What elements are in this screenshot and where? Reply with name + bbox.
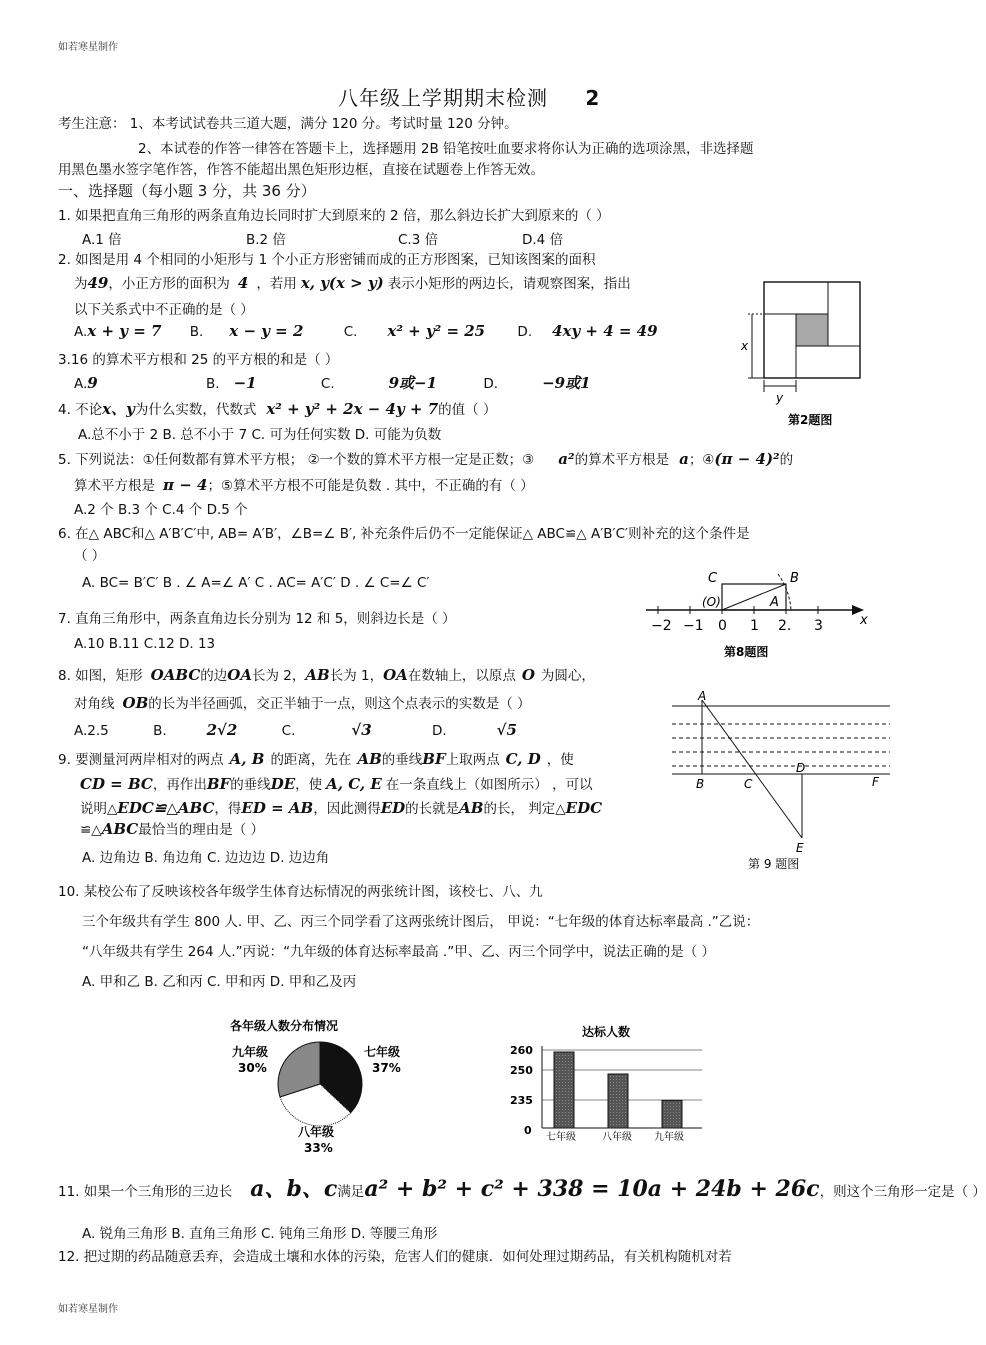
pie-pct-g9: 30% xyxy=(238,1061,267,1075)
q9-t6: ，再作出 xyxy=(152,777,207,793)
bar-tick-235: 235 xyxy=(510,1094,533,1107)
q8-t2: 的边 xyxy=(200,668,228,684)
q9-t14: 的长， 判定△ xyxy=(483,801,566,817)
q11-t3: ，则这个三角形一定是（ ） xyxy=(819,1184,986,1200)
fig9-river-diagram xyxy=(668,690,896,876)
q8-m-o: O xyxy=(521,666,535,684)
section-heading: 一、选择题（每小题 3 分，共 36 分） xyxy=(58,182,316,200)
fig8-label-c: C xyxy=(708,571,718,586)
q3-opt-c: C. xyxy=(320,376,335,392)
fig8-tick-neg1: −1 xyxy=(683,618,704,634)
q5-m-a2: a² xyxy=(558,450,575,468)
q4-t1: 4. 不论 xyxy=(58,402,103,418)
q3-opt-d-expr: −9或1 xyxy=(542,374,591,392)
q5-t6: ；⑤算术平方根不可能是负数 . 其中，不正确的有（ ） xyxy=(207,478,534,494)
q5-t4: 的 xyxy=(779,452,794,468)
q2-opt-b: B. xyxy=(189,324,204,340)
q6-line-1: 6. 在△ ABC和△ A′B′C′中, AB= A′B′，∠B=∠ B′, 补充条件后仍不一定能保证△ ABC≌△ A′B′C′则补充的这个条件是 xyxy=(58,526,750,542)
q12-line-1: 12. 把过期的药品随意丢弃，会造成土壤和水体的污染，危害人们的健康．如何处理过期药品，有关机构随机对若 xyxy=(58,1249,732,1265)
q10-line-2: 三个年级共有学生 800 人. 甲、乙、丙三个同学看了这两张统计图后， 甲说：“七年级的体育达标率最高 .”乙说： xyxy=(82,914,760,930)
q5-options: A.2 个 B.3 个 C.4 个 D.5 个 xyxy=(74,502,248,518)
q4-options: A.总不小于 2 B. 总不小于 7 C. 可为任何实数 D. 可能为负数 xyxy=(78,427,442,443)
q2-t2: ，小正方形的面积为 xyxy=(108,276,230,292)
bar-chart xyxy=(508,1022,708,1146)
q6-options: A. BC= B′C′ B . ∠ A=∠ A′ C . AC= A′C′ D . ∠ C=∠ C′ xyxy=(82,575,430,591)
fig8-number-line xyxy=(642,566,878,662)
fig9-label-c: C xyxy=(744,777,753,791)
q5-line-2 xyxy=(74,474,534,494)
q7-options: A.10 B.11 C.12 D. 13 xyxy=(74,636,216,652)
q8-opt-c-expr: √3 xyxy=(351,721,372,739)
q9-t4: 上取两点 xyxy=(445,752,500,768)
q8-t1: 8. 如图，矩形 xyxy=(58,668,143,684)
q8-t6: 为圆心， xyxy=(540,668,595,684)
q2-opt-c-expr: x² + y² = 25 xyxy=(387,322,486,340)
q10-line-3: “八年级共有学生 264 人.”丙说：“九年级的体育达标率最高 .”甲、乙、丙三个同学中，说法正确的是（ ） xyxy=(82,944,715,960)
q9-t16: 最恰当的理由是（ ） xyxy=(138,822,265,838)
q8-t8: 的长为半径画弧，交正半轴于一点，则这个点表示的实数是（ ） xyxy=(148,696,531,712)
q2-m-xy: x, y(x > y) xyxy=(300,274,384,292)
q11-t1: 11. 如果一个三角形的三边长 xyxy=(58,1184,233,1200)
q4-m-xy: x、y xyxy=(102,400,135,418)
q9-t7: 的垂线 xyxy=(230,777,271,793)
bar-cat-g9: 九年级 xyxy=(654,1132,684,1143)
q9-t12: ，因此测得 xyxy=(313,801,381,817)
q10-options: A. 甲和乙 B. 乙和丙 C. 甲和丙 D. 甲和乙及丙 xyxy=(82,974,357,990)
bar-tick-0: 0 xyxy=(524,1124,532,1137)
q4-m-expr: x² + y² + 2x − 4y + 7 xyxy=(266,400,439,418)
q9-m-abc: ABC xyxy=(101,820,139,838)
q5-t2: 的算术平方根是 xyxy=(574,452,670,468)
q2-opt-c: C. xyxy=(343,324,358,340)
fig2-square-pattern xyxy=(738,278,870,430)
q2-opt-d: D. xyxy=(517,324,533,340)
q8-opt-d-expr: √5 xyxy=(496,721,517,739)
q1-opt-d: D.4 倍 xyxy=(522,232,564,248)
fig8-label-b: B xyxy=(790,571,799,586)
q9-line-4 xyxy=(80,818,264,838)
q1-opt-a: A.1 倍 xyxy=(82,232,122,248)
q9-m-ab: A, B xyxy=(229,750,265,768)
q2-t3: ，若用 xyxy=(256,276,297,292)
q2-options xyxy=(74,322,658,340)
q2-line-1: 2. 如图是用 4 个相同的小矩形与 1 个小正方形密铺而成的正方形图案，已知该图案的面积 xyxy=(58,252,596,268)
q6-line-2: （ ） xyxy=(74,548,106,564)
q11-m-expr: a² + b² + c² + 338 = 10a + 24b + 26c xyxy=(364,1176,820,1202)
q9-t9: 在一条直线上（如图所示） ，可以 xyxy=(385,777,593,793)
fig9-label-f: F xyxy=(872,775,879,789)
q9-m-ab2: AB xyxy=(357,750,382,768)
q9-t2: 的距离，先在 xyxy=(270,752,352,768)
q3-opt-b: B. xyxy=(206,376,220,392)
fig8-tick-2: 2. xyxy=(778,618,792,634)
q2-opt-a: A. xyxy=(74,324,88,340)
pie-pct-g8: 33% xyxy=(304,1141,333,1155)
fig8-tick-3: 3 xyxy=(814,618,823,634)
q5-m-a: a xyxy=(679,450,689,468)
q8-options xyxy=(74,721,517,739)
bar-cat-g7: 七年级 xyxy=(546,1132,576,1143)
page-footer: 如若寒星制作 xyxy=(58,1304,118,1315)
bar-1 xyxy=(608,1074,628,1128)
q2-t1: 为 xyxy=(74,276,88,292)
q2-line-2 xyxy=(74,272,631,292)
q8-m-ob: OB xyxy=(122,694,149,712)
q9-m-edc: EDC≌△ABC xyxy=(117,799,215,817)
q9-m-edc2: EDC xyxy=(565,799,603,817)
q9-t11: ，得 xyxy=(214,801,242,817)
q8-t3: 长为 2， xyxy=(252,668,306,684)
q9-t5: ，使 xyxy=(546,752,574,768)
q9-t10: 说明△ xyxy=(80,801,118,817)
pie-label-g8: 八年级 xyxy=(298,1125,335,1139)
q4-stem xyxy=(58,398,496,419)
q5-t3: ；④ xyxy=(688,452,715,468)
bar-cat-g8: 八年级 xyxy=(602,1132,632,1143)
fig8-caption: 第8题图 xyxy=(724,645,769,659)
fig9-label-e: E xyxy=(796,841,804,855)
q1-opt-c: C.3 倍 xyxy=(398,232,439,248)
fig9-label-d: D xyxy=(796,761,806,775)
bar-2 xyxy=(662,1100,682,1128)
bar-0 xyxy=(554,1052,574,1128)
q9-line-2 xyxy=(80,773,593,793)
pie-label-g7: 七年级 xyxy=(364,1045,401,1059)
q8-opt-a: A.2.5 xyxy=(74,723,109,739)
q9-line-1 xyxy=(58,748,574,768)
q9-t8: ，使 xyxy=(295,777,323,793)
q1-opt-b: B.2 倍 xyxy=(246,232,286,248)
q5-t1: 5. 下列说法：①任何数都有算术平方根； ②一个数的算术平方根一定是正数；③ xyxy=(58,452,535,468)
q4-t3: 的值（ ） xyxy=(438,402,497,418)
q9-t13: 的长就是 xyxy=(405,801,460,817)
q11-stem xyxy=(58,1172,986,1203)
q9-line-3 xyxy=(80,797,602,817)
q9-m-cd: C, D xyxy=(505,750,541,768)
q3-opt-a: A. xyxy=(74,376,88,392)
page-title-text: 八年级上学期期末检测 xyxy=(338,86,548,110)
q2-m-49: 49 xyxy=(87,274,109,292)
q9-t3: 的垂线 xyxy=(381,752,423,768)
fig9-label-b: B xyxy=(696,777,705,791)
q3-opt-d: D. xyxy=(483,376,499,392)
q10-line-1: 10. 某校公布了反映该校各年级学生体育达标情况的两张统计图，该校七、八、九 xyxy=(58,884,543,900)
q3-stem: 3.16 的算术平方根和 25 的平方根的和是（ ） xyxy=(58,352,339,368)
notes-line-3: 用黑色墨水签字笔作答，作答不能超出黑色矩形边框，直接在试题卷上作答无效。 xyxy=(58,162,544,178)
q5-line-1 xyxy=(58,448,793,468)
fig8-tick-1: 1 xyxy=(750,618,759,634)
q8-line-2 xyxy=(74,692,531,712)
q5-m-pi2: π − 4 xyxy=(163,476,208,494)
page-title xyxy=(338,82,600,111)
q8-m-oa2: OA xyxy=(383,666,408,684)
pie-label-g9: 九年级 xyxy=(232,1045,269,1059)
q9-t15: ≌△ xyxy=(80,822,102,838)
fig2-caption: 第2题图 xyxy=(788,413,833,427)
q8-t7: 对角线 xyxy=(74,696,115,712)
notes-line-1: 考生注意： 1、本考试试卷共三道大题，满分 120 分。考试时量 120 分钟。 xyxy=(58,116,518,132)
notes-line-2: 2、本试卷的作答一律答在答题卡上，选择题用 2B 铅笔按吐血要求将你认为正确的选项涂黑，非选择题 xyxy=(138,141,754,157)
q11-options: A. 锐角三角形 B. 直角三角形 C. 钝角三角形 D. 等腰三角形 xyxy=(82,1226,438,1242)
q8-opt-b: B. xyxy=(153,723,167,739)
page-header: 如若寒星制作 xyxy=(58,42,118,53)
page-title-number: 2 xyxy=(585,86,601,110)
fig2-y-label: y xyxy=(776,391,784,405)
q5-t5: 算术平方根是 xyxy=(74,478,155,494)
fig8-tick-neg2: −2 xyxy=(651,618,672,634)
pie-title: 各年级人数分布情况 xyxy=(230,1019,339,1033)
q8-t5: 在数轴上，以原点 xyxy=(407,668,516,684)
q8-t4: 长为 1， xyxy=(329,668,384,684)
fig8-x-label: x xyxy=(860,613,868,628)
q8-opt-b-expr: 2√2 xyxy=(206,721,238,739)
bar-tick-250: 250 xyxy=(510,1064,533,1077)
q2-line-3: 以下关系式中不正确的是（ ） xyxy=(74,302,254,318)
q9-m-ab3: AB xyxy=(459,799,484,817)
q2-t4: 表示小矩形的两边长，请观察图案，指出 xyxy=(387,276,631,292)
fig8-label-o: (O) xyxy=(702,595,721,609)
fig9-caption: 第 9 题图 xyxy=(748,857,800,871)
q8-m-oabc: OABC xyxy=(150,666,201,684)
q8-opt-c: C. xyxy=(281,723,296,739)
q9-options: A. 边角边 B. 角边角 C. 边边边 D. 边边角 xyxy=(82,850,330,866)
bar-tick-260: 260 xyxy=(510,1044,533,1057)
fig8-label-a: A xyxy=(770,595,779,610)
q3-options xyxy=(74,372,591,393)
q9-m-ace: A, C, E xyxy=(326,775,382,793)
q3-opt-c-expr: 9或−1 xyxy=(388,374,438,392)
q11-t2: 满足 xyxy=(337,1184,365,1200)
q8-opt-d: D. xyxy=(431,723,447,739)
q7-stem: 7. 直角三角形中，两条直角边长分别为 12 和 5，则斜边长是（ ） xyxy=(58,611,456,627)
q5-m-pi: (π − 4)² xyxy=(714,450,780,468)
q9-t1: 9. 要测量河两岸相对的两点 xyxy=(58,752,224,768)
q2-opt-a-expr: x + y = 7 xyxy=(87,322,162,340)
bar-title: 达标人数 xyxy=(582,1025,631,1039)
q3-opt-a-expr: 9 xyxy=(87,374,98,392)
q9-m-de: DE xyxy=(270,775,296,793)
q9-m-ed: ED = AB xyxy=(241,799,314,817)
pie-chart xyxy=(222,1012,418,1162)
q9-m-bf: BF xyxy=(422,750,446,768)
q8-m-oa: OA xyxy=(227,666,252,684)
q8-line-1 xyxy=(58,664,595,684)
fig9-label-a: A xyxy=(698,689,707,703)
q3-opt-b-expr: −1 xyxy=(233,374,257,392)
fig8-tick-0: 0 xyxy=(718,618,727,634)
q9-m-bf2: BF xyxy=(206,775,231,793)
q2-opt-d-expr: 4xy + 4 = 49 xyxy=(552,322,658,340)
q2-m-4: 4 xyxy=(237,274,249,292)
pie-pct-g7: 37% xyxy=(372,1061,401,1075)
q1-stem: 1. 如果把直角三角形的两条直角边长同时扩大到原来的 2 倍，那么斜边长扩大到原来的（ ） xyxy=(58,208,610,224)
q9-m-ed2: ED xyxy=(380,799,406,817)
fig2-x-label: x xyxy=(741,339,749,353)
q9-m-eq: CD = BC xyxy=(80,775,153,793)
q4-t2: 为什么实数，代数式 xyxy=(134,402,257,418)
q11-m-abc: a、b、c xyxy=(250,1176,338,1202)
q2-opt-b-expr: x − y = 2 xyxy=(229,322,304,340)
q8-m-ab: AB xyxy=(305,666,330,684)
